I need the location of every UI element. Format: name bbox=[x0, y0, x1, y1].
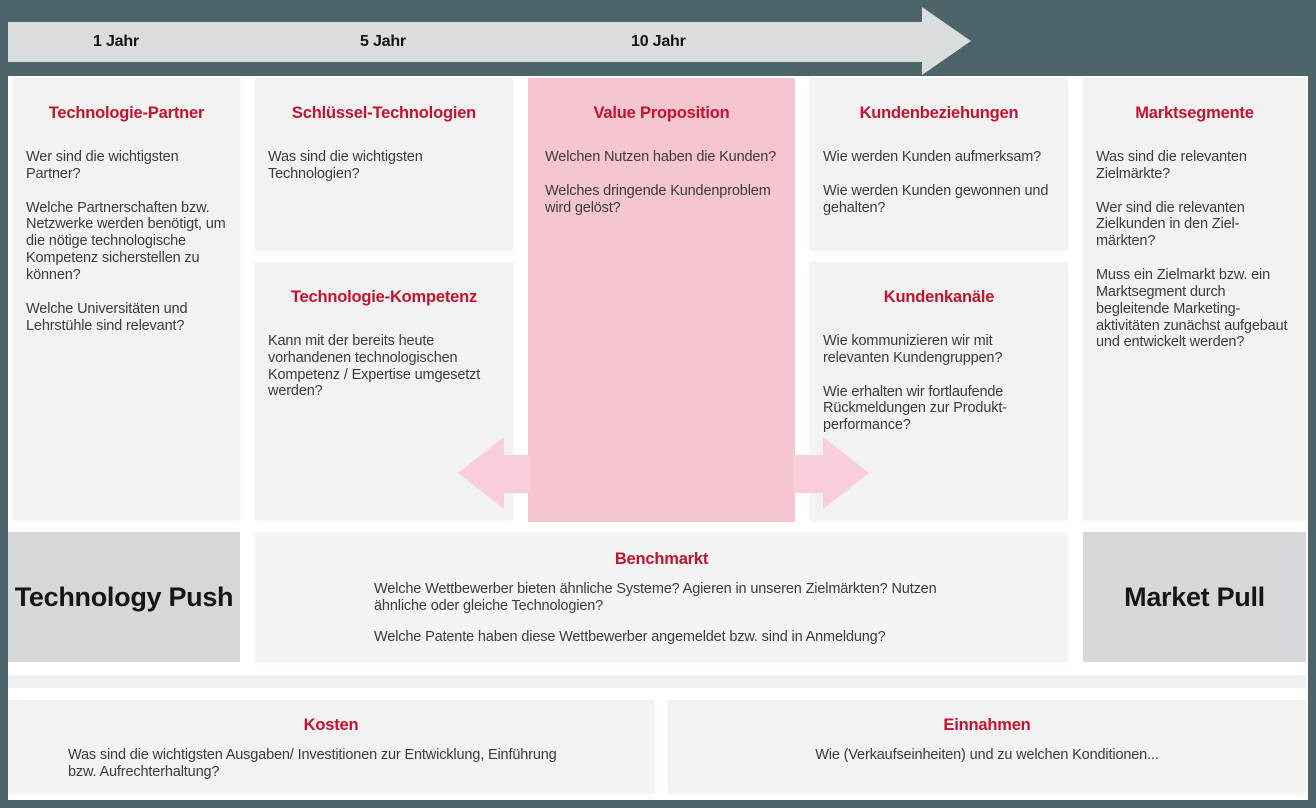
market-pull-label: Market Pull bbox=[1124, 581, 1265, 612]
panel-title: Marktsegmente bbox=[1135, 104, 1254, 122]
panel-question: Was sind die wichtigsten Ausgaben/ Investitionen zur Entwicklung, Einführung bzw. Aufrechterhaltung? bbox=[68, 747, 557, 780]
panel-title: Technologie-Partner bbox=[48, 104, 205, 122]
panel-benchmarkt bbox=[255, 532, 1068, 662]
panel-title: Einnahmen bbox=[943, 716, 1031, 734]
panel-question: Welche Partnerschaften bzw. Netzwerke werden benötigt, um die nötige technologische Kompetenz sicherstellen zu können? bbox=[26, 199, 226, 283]
panel-technologie-partner bbox=[13, 78, 240, 520]
timeline-label-5-jahr: 5 Jahr bbox=[360, 33, 406, 50]
panel-value-proposition bbox=[528, 78, 795, 522]
panel-question: Was sind die relevanten Zielmärkte? bbox=[1096, 149, 1247, 182]
panel-question: Wie werden Kunden aufmerksam? bbox=[823, 149, 1042, 165]
panel-title: Technologie-Kompetenz bbox=[290, 288, 478, 306]
pink-arrow-right-icon bbox=[823, 437, 869, 509]
panel-title: Value Proposition bbox=[593, 104, 730, 122]
panel-question: Muss ein Zielmarkt bzw. ein Marktsegment durch begleitende Marketing-aktivitäten zunächst aufgebaut und entwickelt werden? bbox=[1096, 267, 1288, 351]
panel-title: Schlüssel-Technologien bbox=[291, 104, 477, 122]
timeline-arrowhead-icon bbox=[922, 7, 971, 75]
panel-question: Welche Patente haben diese Wettbewerber angemeldet bzw. sind in Anmeldung? bbox=[374, 628, 886, 645]
technology-push-label: Technology Push bbox=[14, 581, 234, 612]
panel-title: Benchmarkt bbox=[614, 550, 709, 568]
panel-question: Wie werden Kunden gewonnen und gehalten? bbox=[823, 182, 1049, 216]
panel-question: Wie kommunizieren wir mit relevanten Kundengruppen? bbox=[823, 333, 1003, 366]
panel-kosten bbox=[8, 700, 654, 793]
panel-schluessel-technologien bbox=[255, 78, 513, 250]
technology-push-box bbox=[8, 532, 240, 662]
panel-question: Welches dringende Kundenproblem wird gelöst? bbox=[545, 182, 771, 216]
panel-question: Wie (Verkaufseinheiten) und zu welchen Konditionen... bbox=[815, 747, 1159, 763]
panel-question: Wer sind die relevanten Zielkunden in den Ziel-märkten? bbox=[1096, 199, 1245, 250]
panel-question: Welche Universitäten und Lehrstühle sind relevant? bbox=[26, 300, 188, 334]
panel-kundenbeziehungen bbox=[810, 78, 1068, 250]
panel-question: Wie erhalten wir fortlaufende Rückmeldungen zur Produkt-performance? bbox=[823, 383, 1007, 434]
timeline-arrow bbox=[8, 22, 922, 62]
panel-question: Welche Wettbewerber bieten ähnliche Systeme? Agieren in unseren Zielmärkten? Nutzen ähnliche oder gleiche Technologien? bbox=[374, 581, 937, 614]
panel-title: Kundenkanäle bbox=[883, 288, 995, 306]
market-pull-box bbox=[1083, 532, 1306, 662]
divider-strip bbox=[8, 675, 1306, 688]
timeline-label-10-jahr: 10 Jahr bbox=[631, 33, 686, 50]
timeline-label-1-jahr: 1 Jahr bbox=[93, 33, 139, 50]
panel-question: Wer sind die wichtigsten Partner? bbox=[26, 149, 179, 182]
panel-title: Kundenbeziehungen bbox=[859, 104, 1019, 122]
pink-arrow-left-body bbox=[498, 455, 530, 493]
panel-einnahmen bbox=[668, 700, 1306, 793]
pink-arrow-right-body bbox=[793, 455, 825, 493]
panel-question: Kann mit der bereits heute vorhandenen technologischen Kompetenz / Expertise umgesetzt werden? bbox=[268, 333, 481, 400]
panel-title: Kosten bbox=[303, 716, 359, 734]
panel-question: Was sind die wichtigsten Technologien? bbox=[268, 149, 423, 182]
panel-marktsegmente bbox=[1083, 78, 1306, 520]
panel-question: Welchen Nutzen haben die Kunden? bbox=[545, 149, 777, 165]
